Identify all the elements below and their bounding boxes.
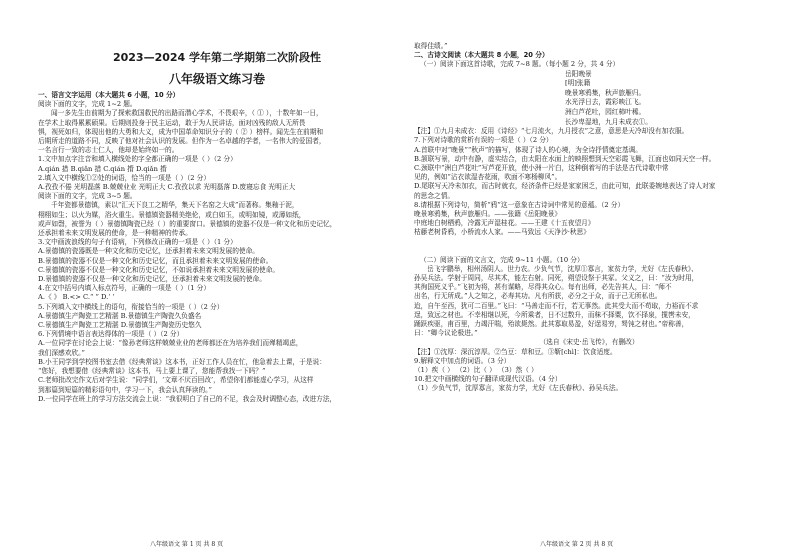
right-text-line: 晚景寒鸦集，秋声旅雁归。——张籍《岳阳晚景》 — [414, 210, 562, 218]
right-text-line: （1）疾（ ） （2）比（ ） （3）然（ ） — [414, 366, 538, 375]
right-text-line: A.首联中对“晚景”“秋声”的描写，体现了诗人的心境，为全诗抒情奠定基调。 — [414, 145, 642, 154]
left-text-line: “您好，我想要借《经典常谈》这本书，马上要上课了，您能帮我找一下吗？” — [38, 367, 266, 376]
right-text-line: 8.请根据下列诗句，简析“鸦”这一意象在古诗词中常见的意蕴。（2 分） — [414, 200, 625, 209]
left-text-line: A.qián 措 B.qiǎn 措 C.qián 揹 D.qiǎn 揹 — [38, 164, 167, 173]
footer-right: 八年级语文 第 2 页 共 8 页 — [540, 541, 614, 548]
right-text-line: 7.下列对诗歌的赏析有误的一项是（ ）（2 分） — [414, 136, 553, 145]
right-text-line: 二、古诗文阅读（本大题共 8 小题，20 分） — [414, 51, 549, 60]
left-text-line: 阅读下面的文字，完成 1~2 题。 — [38, 100, 137, 109]
right-text-line: 【注】①沈厚：深沉淳厚。②刍豆：草和豆。③靳[chì]：饮食适度。 — [414, 347, 617, 356]
left-text-line: A.一位同学在讨论会上说：“像孙老师这样兢兢业业的老师都还在为培养我们而殚精竭虑， — [38, 339, 303, 348]
left-text-line: 千年瓷都景德镇，素以“汇天下良工之精华，集天下名窑之大成”而著称。集釉于泥， — [51, 201, 299, 210]
left-text-line: 后期所走的道路不同，反映了他对社会认识的发展。但作为一名卓越的学者，一名伟大的爱国者， — [38, 137, 326, 146]
right-text-line: 出名，行无所成。”人之知之，必寿其功。凡有所获，必分之于众，而于己无所私也。 — [414, 292, 662, 301]
left-body — [38, 91, 396, 404]
right-text-line: 水光浮日去，霞彩映江飞。 — [565, 98, 646, 107]
left-text-line: 3.文中画波浪线的句子有语病，下列修改正确的一项是（ ）（1 分） — [38, 238, 237, 247]
page-left — [38, 0, 396, 560]
right-text-line: （1）少负气节，沈厚寡言，家贫力学，尤好《左氏春秋》、孙吴兵法。 — [414, 384, 623, 393]
left-text-line: 惧，视死如归，体现出他的大勇和大义，成为中国革命知识分子的（ ② ）榜样。闻先生在前期和 — [38, 127, 324, 136]
left-text-line: B.景德镇的瓷器不仅是一种文化和历史记忆，而且承担着未来文明发展的使命。 — [38, 256, 273, 265]
left-text-line: A.景德镇生产陶瓷工艺精湛 B.景德镇生产陶瓷久负盛名 — [38, 311, 202, 320]
footer-left: 八年级语文 第 1 页 共 8 页 — [150, 541, 224, 548]
right-text-line: 10.把文中画横线的句子翻译成现代汉语。（4 分） — [414, 375, 562, 384]
left-text-line: 到那篇到短篇的精彩语句中，学习一下，我会认真拜读的。” — [38, 385, 212, 394]
right-text-line: 岳飞字鹏举，相州汤阴人。世力农。少负气节，沈厚①寡言，家贫力学，尤好《左氏春秋》、 — [427, 264, 698, 273]
right-text-line: 孙吴兵法。学射于周同，尽其术，能左右射。同死，朔望设祭于其冢。父义之，曰：“汝为时用， — [414, 274, 699, 283]
left-text-line: 在学术上取得累累硕果。后期则投身于民主运动，敢于为人民讲话，面对凶残的敌人无所畏 — [38, 118, 306, 127]
left-text-line: B.小王同学到学校图书室去借《经典常谈》这本书，正好工作人员在忙，他急着去上课，于是说： — [38, 357, 326, 366]
left-text-line: C.景德镇生产陶瓷工艺精湛 D.景德镇生产陶瓷历史悠久 — [38, 321, 202, 330]
right-text-line: D.尾联写天冷未加衣，而古时就衣，经济条件已经是家家困乏，由此可知，此联委婉地表达了诗人对家 — [414, 182, 716, 191]
left-text-line: D.一位同学在班上的学习方法交流会上说：“我很明白了自己的不足，我会及时调整心态，改进方法， — [38, 394, 337, 403]
left-text-line: 4.在文中括号内填入标点符号，正确的一项是（ ）（1 分） — [38, 284, 211, 293]
right-text-line: 【注】①九月未成衣：反用《诗经》“七月流火，九月授衣”之意，意思是天冷却没有加衣服。 — [414, 127, 689, 136]
right-text-line: C.颈联中“洲白芦花吐”写芦花开放，使小洲一片白，这种倒着写的手法是古代诗歌中常 — [414, 163, 669, 172]
exam-title: 2023—2024 学年第二学期第二次阶段性 — [112, 51, 322, 64]
left-text-line: A.景德镇的瓷器既是一种文化和历史记忆，还承担着未来文明发展的使命。 — [38, 247, 259, 256]
left-text-line: 或声如磬，被誉为（ ）景德镇陶瓷已经（ ）的重要窗口。景德镇的瓷器不仅是一种文化和历史记忆， — [38, 219, 337, 228]
right-body — [414, 42, 764, 394]
right-text-line: 其徇国死义乎。”飞初为将，甚有谋略，尽得其众心。每有出师，必先告其人，曰：“师不 — [414, 283, 672, 292]
right-text-line: 岳阳晚景 — [565, 69, 592, 78]
right-text-line: 取得佳绩。” — [414, 42, 448, 50]
left-text-line: A.《 》 B.<> C.“ ” D.‘ ’ — [38, 293, 115, 302]
left-text-line: C.景德镇的瓷器不仅是一种文化和历史记忆，不如说承担着未来文明发展的使命。 — [38, 265, 280, 274]
left-text-line: A.孜孜不倦 光明磊落 B.兢兢业业 光明正大 C.孜孜以求 光明磊落 D.废寝忘食 光明正大 — [38, 183, 296, 192]
right-text-line: 洲白芦花吐，园红柿叶稀。 — [565, 107, 646, 116]
right-text-line: 中庭地白树栖鸦，冷露无声湿桂花。——王建《十五夜望月》 — [414, 219, 595, 228]
right-text-line: B.颔联写景，动中有静，虚实结合，由太阳在水面上的映照想到天空彩霞飞舞，江面也如同天空一样。 — [414, 154, 716, 163]
left-text-line: 2.填入文中横线①②处的词语，恰当的一项是（ ）（2 分） — [38, 173, 211, 182]
left-text-line: 还承担着未来文明发展的使命，是一种精神的传承。 — [38, 229, 192, 238]
right-text-line: 枯藤老树昏鸦，小桥流水人家。——马致远《天净沙·秋思》 — [414, 228, 590, 237]
left-text-line: 1.文中加点字注音和填入横线处的字全都正确的一项是（ ）（2 分） — [38, 155, 237, 164]
right-top-spacer — [414, 0, 764, 42]
right-text-line: （选自《宋史·岳飞传》，有删改） — [539, 338, 639, 347]
right-text-line: 逞，致远之材也。不幸相继以死，今所乘者，日不过数升，而秣不择粟，饮不择泉，揽辔未安， — [414, 310, 695, 319]
right-text-line: 的思念之情。 — [414, 191, 455, 200]
left-text-line: 闻一多先生由前期为了探索救国救民的出路而潜心学术，不畏艰辛，（ ① ），十数年如一日， — [51, 109, 323, 118]
right-text-line: 迨，自午至西，犹可二百里。”飞曰：“马善走而不行，若无事然。此其受大而不苟取，力裕而不求 — [414, 301, 699, 310]
left-text-line: 5.下列填入文中横线上的语句，衔接恰当的一项是（ ）（2 分） — [38, 302, 224, 311]
right-text-line: 长沙卑湿地，九月未成衣①。 — [565, 117, 652, 126]
left-text-line: 栩栩如生；以火为媒，浴火重生。景德镇瓷器精美绝伦，或白如玉，或明如镜，或薄如纸， — [38, 210, 306, 219]
left-text-line: 我们深感欢欣。” — [38, 348, 85, 357]
right-text-line — [414, 238, 764, 256]
right-text-line: [明]张籍 — [565, 79, 591, 88]
right-text-line: 曰：“卿今议论极进。” — [414, 329, 478, 338]
right-text-line: 9.解释文中加点的词语。（3 分） — [414, 356, 511, 365]
left-text-line: 阅读下面的文字，完成 3~5 题。 — [38, 192, 137, 201]
right-text-line: 见的，例如“沾衣欲湿杏花雨，吹面不寒杨柳风”。 — [414, 173, 562, 182]
right-text-line: 晚景寒鸦集，秋声旅雁归。 — [565, 88, 646, 97]
exam-subtitle: 八年级语文练习卷 — [168, 72, 265, 86]
left-text-line: 6.下列情境中语言表达得体的一项是（ ）（2 分） — [38, 330, 184, 339]
right-text-line: （二）阅读下面的文言文，完成 9~11 小题。（10 分） — [420, 255, 584, 264]
right-text-line: 踊跃疾驱，甫百里，力竭汗喘，殆欲毙然。此其寡取易盈，好逞易穷，驽钝之材也。”帝称善， — [414, 320, 689, 329]
page-right — [414, 0, 764, 560]
left-text-line: C.老师批改完作文后对学生说：“同学们，‘文章不厌百回改’，希望你们都能虚心学习，从这样 — [38, 376, 314, 385]
left-text-line: 一名言行一致的志士仁人，他却是始终如一的。 — [38, 146, 179, 155]
right-text-line: （一）阅读下面这首诗歌，完成 7~8 题。（每小题 2 分，共 4 分） — [420, 60, 620, 69]
left-text-line: D.景德镇的瓷器不仅是一种文化和历史记忆，还承担着未来文明发展的使命。 — [38, 275, 266, 284]
left-text-line: 一、语言文字运用（本大题共 6 小题，10 分） — [38, 91, 180, 99]
